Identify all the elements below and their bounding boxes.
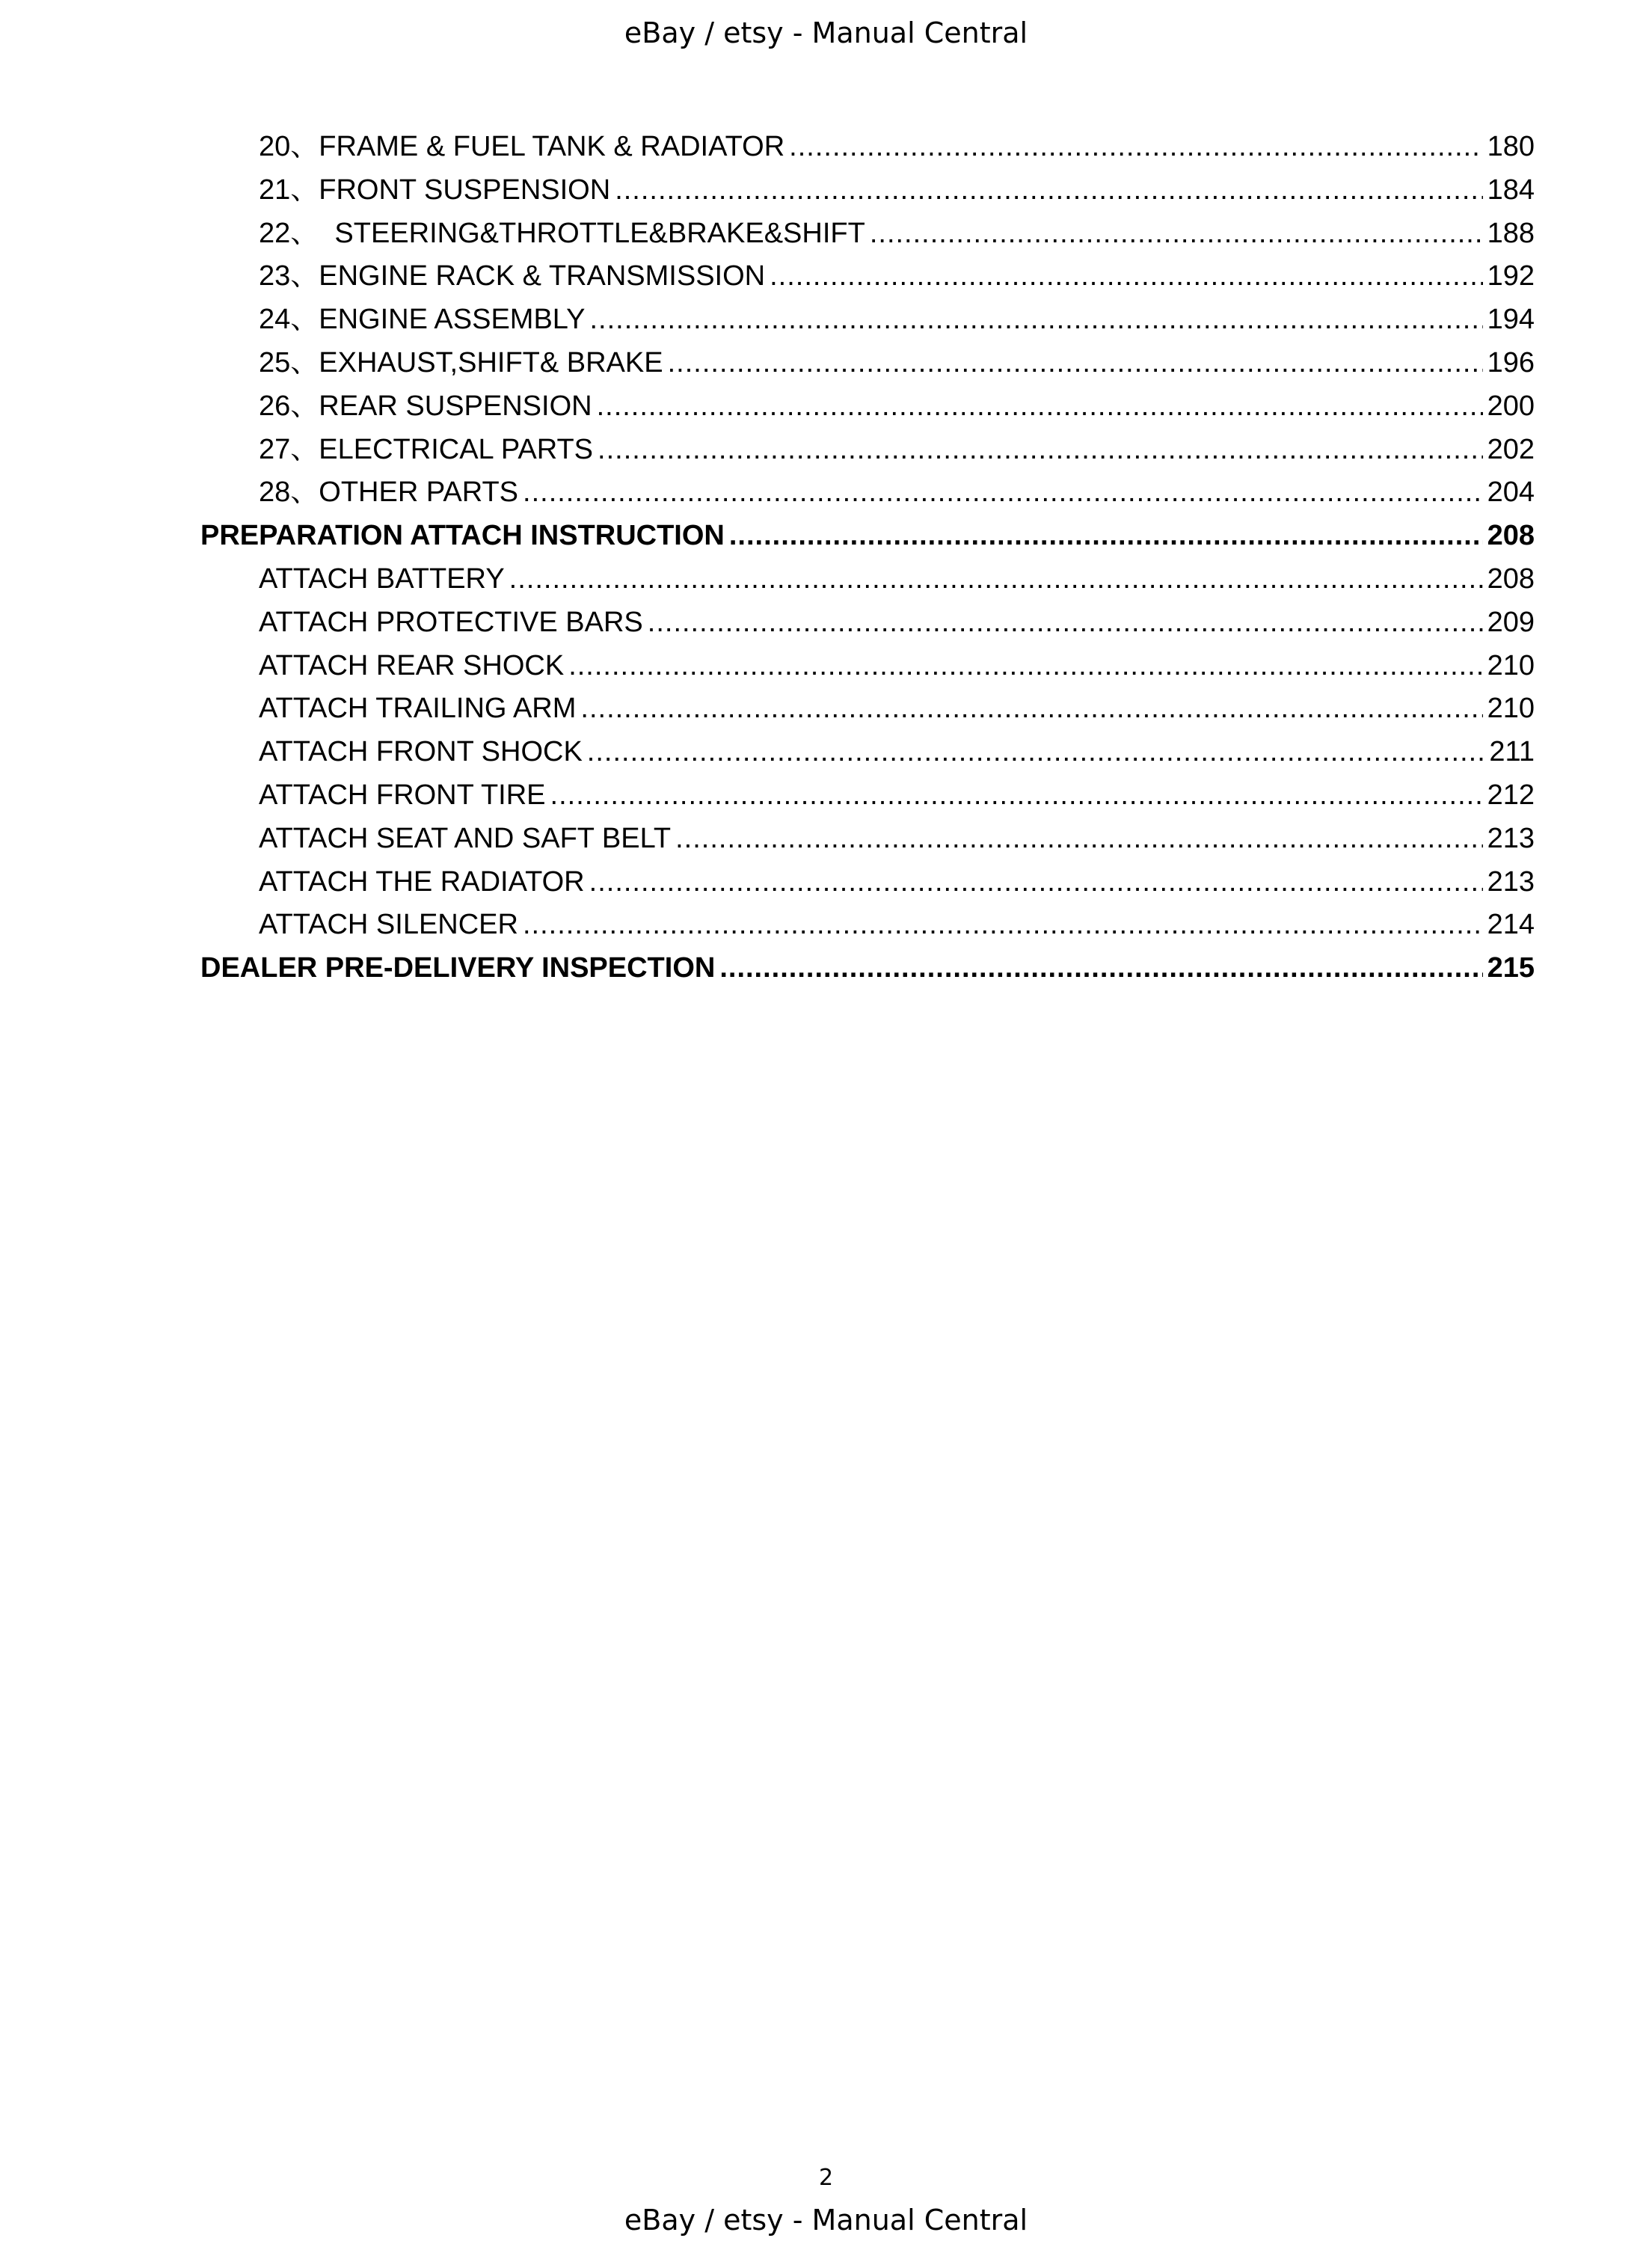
toc-entry-page: 211 (1489, 736, 1535, 768)
toc-entry-page: 202 (1487, 433, 1535, 465)
toc-entry-page: 194 (1487, 304, 1535, 336)
toc-entry-page: 210 (1487, 649, 1535, 681)
toc-entry-page: 213 (1487, 822, 1535, 854)
toc-section-dealer-pre-delivery-inspection[interactable] (200, 947, 1535, 990)
toc-entry-attach-front-tire[interactable] (200, 774, 1535, 818)
page-footer: eBay / etsy - Manual Central (624, 2204, 1028, 2237)
toc-entry-steering-throttle-brake-shift[interactable] (200, 212, 1535, 256)
dot-leader (598, 429, 1483, 472)
dot-leader (589, 861, 1483, 904)
toc-entry-attach-battery[interactable] (200, 558, 1535, 601)
toc-entry-front-suspension[interactable] (200, 169, 1535, 212)
toc-entry-label: ATTACH THE RADIATOR (259, 865, 585, 898)
dot-leader (509, 558, 1483, 601)
toc-entry-page: 204 (1487, 476, 1535, 509)
toc-entry-page: 200 (1487, 390, 1535, 422)
toc-entry-label: 24、ENGINE ASSEMBLY (259, 304, 586, 336)
toc-entry-engine-rack-transmission[interactable] (200, 255, 1535, 298)
toc-entry-attach-front-shock[interactable] (200, 731, 1535, 774)
toc-entry-label: ATTACH BATTERY (259, 562, 505, 595)
toc-entry-page: 196 (1487, 346, 1535, 378)
dot-leader (870, 212, 1483, 256)
toc-entry-frame-fuel-tank-radiator[interactable] (200, 126, 1535, 169)
toc-entry-attach-the-radiator[interactable] (200, 861, 1535, 904)
dot-leader (789, 126, 1482, 169)
dot-leader (597, 385, 1483, 429)
toc-entry-page: 212 (1487, 779, 1535, 811)
page-header: eBay / etsy - Manual Central (624, 16, 1028, 49)
toc-entry-label: ATTACH REAR SHOCK (259, 649, 565, 681)
toc-section-label: PREPARATION ATTACH INSTRUCTION (200, 520, 725, 552)
toc-entry-label: 27、ELECTRICAL PARTS (259, 433, 594, 465)
toc-entry-page: 209 (1487, 606, 1535, 638)
toc-entry-label: 28、OTHER PARTS (259, 476, 519, 509)
dot-leader (568, 645, 1482, 688)
dot-leader (719, 947, 1482, 990)
toc-entry-page: 188 (1487, 217, 1535, 249)
dot-leader (587, 731, 1485, 774)
toc-entry-page: 192 (1487, 260, 1535, 292)
dot-leader (580, 687, 1482, 731)
toc-entry-label: ATTACH PROTECTIVE BARS (259, 606, 643, 638)
toc-entry-engine-assembly[interactable] (200, 298, 1535, 342)
dot-leader (550, 774, 1483, 818)
toc-entry-attach-rear-shock[interactable] (200, 645, 1535, 688)
toc-entry-rear-suspension[interactable] (200, 385, 1535, 429)
toc-entry-label: 22、 STEERING&THROTTLE&BRAKE&SHIFT (259, 217, 865, 249)
toc-section-page: 215 (1487, 952, 1535, 984)
toc-entry-label: ATTACH FRONT TIRE (259, 779, 546, 811)
toc-entry-page: 214 (1487, 909, 1535, 941)
toc-entry-attach-seat-and-saft-belt[interactable] (200, 818, 1535, 861)
toc-section-page: 208 (1487, 520, 1535, 552)
toc-entry-label: 26、REAR SUSPENSION (259, 390, 592, 422)
toc-entry-page: 210 (1487, 693, 1535, 725)
toc-section-label: DEALER PRE-DELIVERY INSPECTION (200, 952, 716, 984)
toc-entry-label: ATTACH FRONT SHOCK (259, 736, 583, 768)
dot-leader (668, 342, 1483, 385)
toc-entry-page: 180 (1487, 131, 1535, 162)
toc-entry-attach-protective-bars[interactable] (200, 601, 1535, 645)
toc-entry-label: ATTACH TRAILING ARM (259, 693, 577, 725)
toc-entry-label: 23、ENGINE RACK & TRANSMISSION (259, 260, 766, 292)
dot-leader (729, 515, 1483, 558)
toc-entry-page: 184 (1487, 174, 1535, 206)
dot-leader (589, 298, 1482, 342)
dot-leader (523, 471, 1483, 515)
toc-entry-other-parts[interactable] (200, 471, 1535, 515)
toc-entry-attach-trailing-arm[interactable] (200, 687, 1535, 731)
toc-entry-exhaust-shift-brake[interactable] (200, 342, 1535, 385)
toc-entry-electrical-parts[interactable] (200, 429, 1535, 472)
page-number: 2 (818, 2165, 834, 2191)
toc-entry-attach-silencer[interactable] (200, 904, 1535, 947)
toc-entry-label: ATTACH SEAT AND SAFT BELT (259, 822, 672, 854)
toc-entry-label: 20、FRAME & FUEL TANK & RADIATOR (259, 131, 785, 162)
dot-leader (615, 169, 1482, 212)
table-of-contents (200, 126, 1535, 990)
dot-leader (675, 818, 1482, 861)
toc-entry-page: 213 (1487, 865, 1535, 898)
toc-entry-label: 25、EXHAUST,SHIFT& BRAKE (259, 346, 663, 378)
toc-entry-page: 208 (1487, 562, 1535, 595)
dot-leader (523, 904, 1483, 947)
toc-entry-label: 21、FRONT SUSPENSION (259, 174, 611, 206)
dot-leader (648, 601, 1483, 645)
dot-leader (770, 255, 1482, 298)
toc-section-preparation-attach-instruction[interactable] (200, 515, 1535, 558)
toc-entry-label: ATTACH SILENCER (259, 909, 518, 941)
